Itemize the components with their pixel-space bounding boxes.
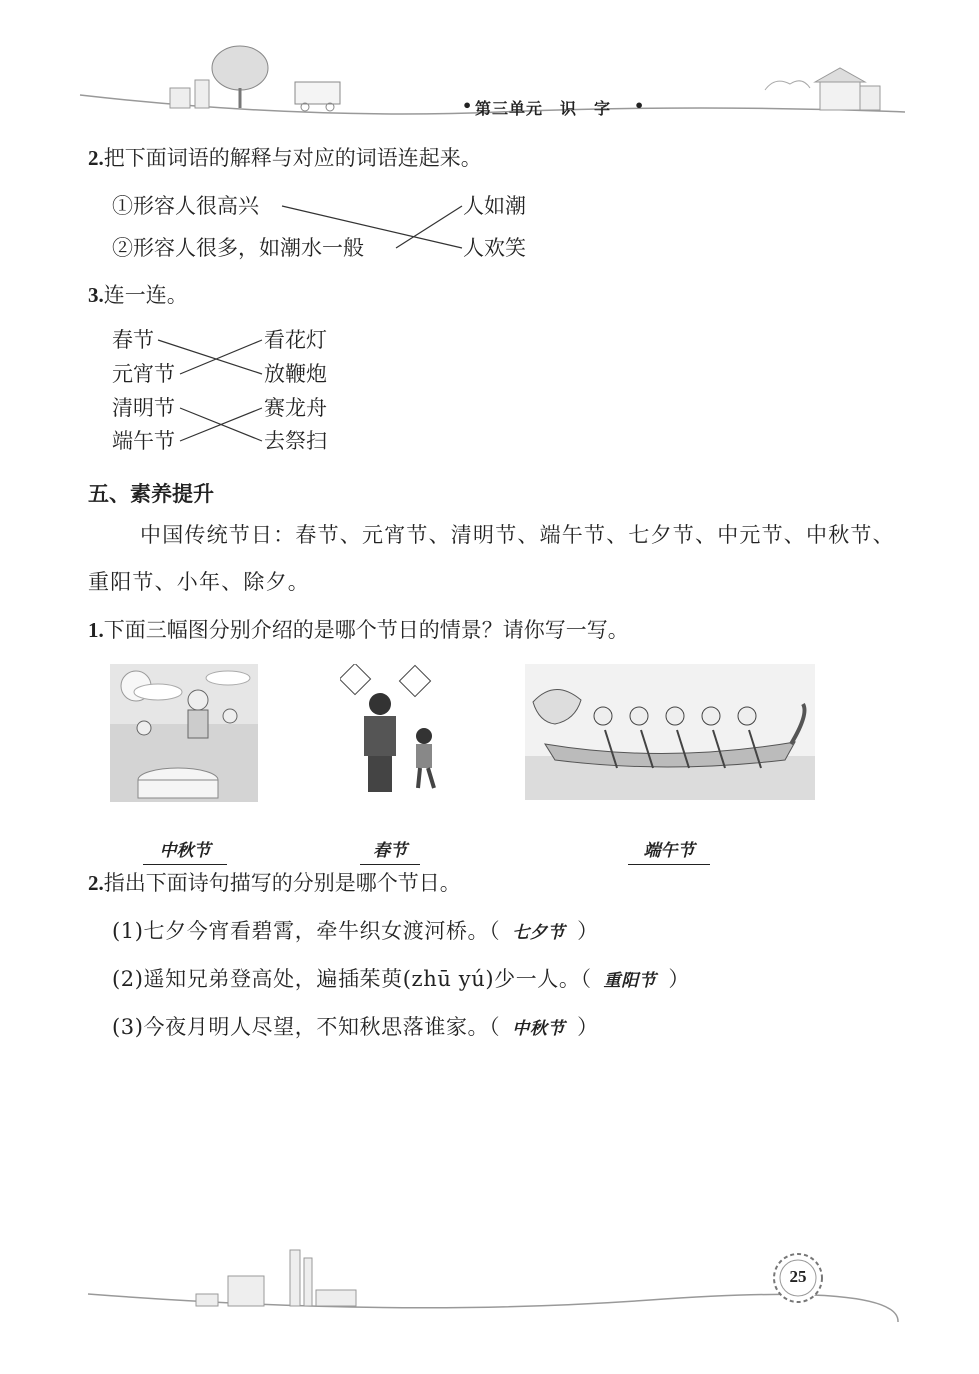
section-5-intro-line2: 重阳节、小年、除夕。 bbox=[88, 570, 310, 594]
q3-right-1: 看花灯 bbox=[264, 328, 327, 352]
poem-item-3-answer: 中秋节 bbox=[512, 1019, 566, 1039]
header-dot-left: • bbox=[462, 96, 474, 115]
q3-left-1: 春节 bbox=[112, 328, 154, 352]
q3-prompt: 3.连一连。 bbox=[88, 283, 188, 307]
poem-item-2-text: (2)遥知兄弟登高处，遍插茱萸(zhū yú)少一人。（ bbox=[112, 967, 592, 991]
picture-2-answer: 春节 bbox=[360, 836, 420, 865]
unit-title: 第三单元 识 字 bbox=[475, 99, 612, 118]
picture-1-answer: 中秋节 bbox=[143, 836, 227, 865]
section-5-intro-line1: 中国传统节日：春节、元宵节、清明节、端午节、七夕节、中元节、中秋节、 bbox=[140, 523, 895, 547]
poem-item-3-text: (3)今夜月明人尽望，不知秋思落谁家。（ bbox=[112, 1015, 501, 1039]
q3-left-4: 端午节 bbox=[112, 429, 175, 453]
q3-left-3: 清明节 bbox=[112, 396, 175, 420]
poem-item-2-answer: 重阳节 bbox=[603, 971, 657, 991]
page-number: 25 bbox=[789, 1267, 807, 1286]
q3-right-4: 去祭扫 bbox=[264, 429, 327, 453]
section-5-title: 五、素养提升 bbox=[88, 482, 214, 506]
poem-item-3-close: ） bbox=[577, 1015, 599, 1039]
s5q1-prompt: 1.下面三幅图分别介绍的是哪个节日的情景？请你写一写。 bbox=[88, 618, 629, 642]
poem-item-1-answer: 七夕节 bbox=[512, 923, 566, 943]
q2-right-1: 人如潮 bbox=[463, 194, 526, 218]
q2-left-2: ②形容人很多，如潮水一般 bbox=[112, 236, 364, 260]
q3-right-3: 赛龙舟 bbox=[264, 396, 327, 420]
picture-3-answer: 端午节 bbox=[628, 836, 710, 865]
poem-item-2-close: ） bbox=[668, 967, 691, 991]
s5q2-prompt: 2.指出下面诗句描写的分别是哪个节日。 bbox=[88, 871, 461, 895]
poem-item-1-close: ） bbox=[577, 919, 599, 943]
header-dot-right: • bbox=[634, 96, 646, 115]
q3-left-2: 元宵节 bbox=[112, 362, 175, 386]
poem-item-1-text: (1)七夕今宵看碧霄，牵牛织女渡河桥。（ bbox=[112, 919, 501, 943]
q2-right-2: 人欢笑 bbox=[463, 236, 526, 260]
q3-right-2: 放鞭炮 bbox=[264, 362, 327, 386]
q2-left-1: ①形容人很高兴 bbox=[112, 194, 259, 218]
q2-prompt: 2.把下面词语的解释与对应的词语连起来。 bbox=[88, 146, 482, 170]
